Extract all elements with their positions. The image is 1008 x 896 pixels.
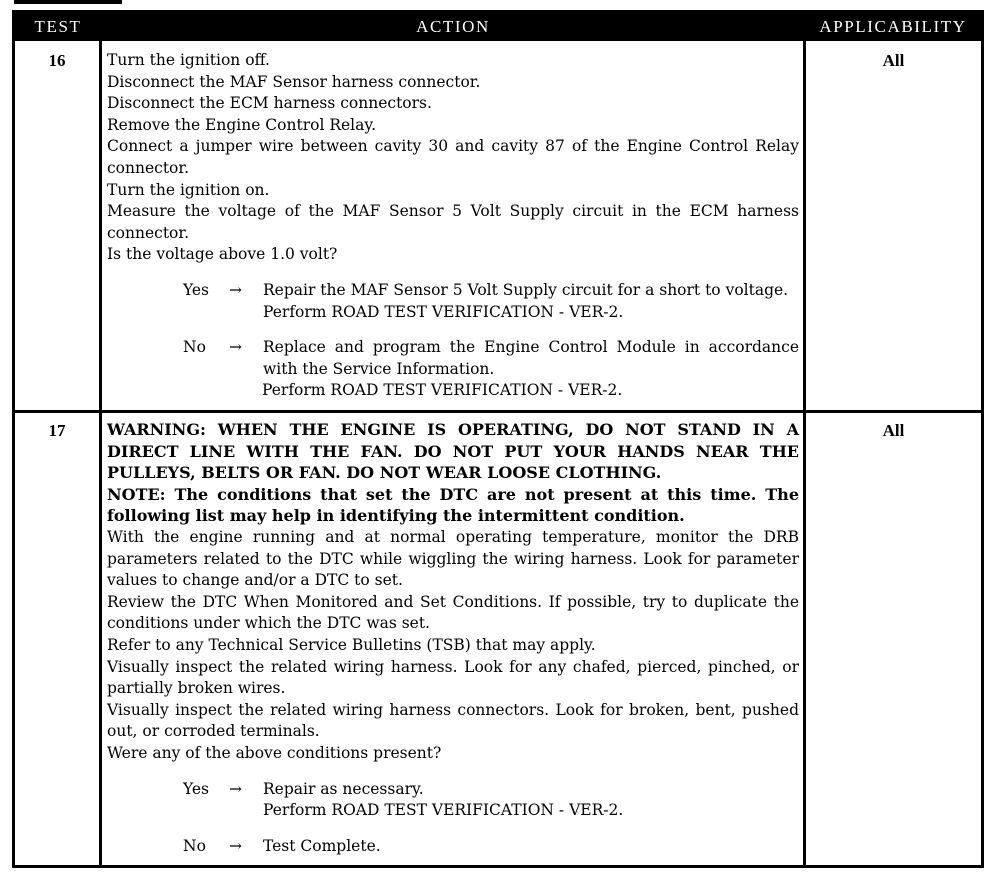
step: Refer to any Technical Service Bulletins (TSB) that may apply. [107, 635, 596, 654]
action-cell-17 [107, 419, 799, 857]
yes-label: Yes [183, 779, 210, 798]
outcome-text: Perform ROAD TEST VERIFICATION - VER-2. [263, 801, 624, 820]
header-test: TEST [34, 17, 82, 36]
header-action: ACTION [416, 17, 490, 36]
no-label: No [183, 338, 206, 357]
outcome-text: Replace and program the Engine Control Module in accordance with the Service Information. [263, 338, 799, 378]
step: Turn the ignition off. [107, 51, 270, 69]
no-outcome [107, 337, 799, 402]
step: Connect a jumper wire between cavity 30 and cavity 87 of the Engine Control Relay connector. [107, 137, 799, 177]
outcome-text: Perform ROAD TEST VERIFICATION - VER-2. [263, 302, 624, 321]
arrow-right-icon: → [229, 338, 242, 357]
step: Remove the Engine Control Relay. [107, 115, 376, 134]
no-label: No [183, 836, 206, 855]
step: Visually inspect the related wiring harness connectors. Look for broken, bent, pushed out, or corroded terminals. [107, 700, 799, 741]
outcome-continuation [107, 800, 799, 822]
step: Visually inspect the related wiring harness. Look for any chafed, pierced, pinched, or partially broken wires. [107, 657, 799, 698]
yes-label: Yes [183, 280, 210, 299]
page-header-rule [14, 0, 122, 4]
arrow-right-icon: → [229, 779, 242, 798]
column-divider [99, 41, 102, 865]
step: Review the DTC When Monitored and Set Conditions. If possible, try to duplicate the conditions under which the DTC was set. [107, 592, 799, 633]
yes-outcome [107, 779, 799, 801]
test-number-16: 16 [48, 51, 66, 70]
test-number-17: 17 [48, 421, 66, 440]
step: Disconnect the MAF Sensor harness connector. [107, 72, 481, 91]
outcome-text: Perform ROAD TEST VERIFICATION - VER-2. [262, 381, 623, 400]
step: Measure the voltage of the MAF Sensor 5 Volt Supply circuit in the ECM harness connector. [107, 202, 799, 242]
step: Is the voltage above 1.0 volt? [107, 245, 338, 264]
warning-text: WARNING: WHEN THE ENGINE IS OPERATING, DO NOT STAND IN A DIRECT LINE WITH THE FAN. DO NOT PUT YOUR HANDS NEAR THE PULLEYS, BELTS OR FAN. DO NOT WEAR LOOSE CLOTHING. [107, 420, 799, 483]
applicability-16: All [882, 51, 905, 70]
applicability-17: All [882, 421, 905, 440]
row-divider [15, 410, 981, 413]
yes-outcome [107, 280, 799, 302]
note-text: NOTE: The conditions that set the DTC are not present at this time. The following list may help in identifying the intermittent condition. [107, 484, 799, 526]
step: Disconnect the ECM harness connectors. [107, 94, 432, 113]
table-header [15, 13, 981, 41]
action-cell-16 [107, 50, 799, 402]
arrow-right-icon: → [229, 280, 242, 299]
column-divider [803, 41, 806, 865]
step: With the engine running and at normal operating temperature, monitor the DRB parameters related to the DTC while wiggling the wiring harness. Look for parameter values to change and/or a DTC to set. [107, 527, 799, 590]
outcome-continuation [107, 302, 799, 324]
arrow-right-icon: → [229, 836, 242, 855]
no-outcome [107, 836, 799, 858]
step: Turn the ignition on. [107, 180, 270, 199]
diagnostic-table [12, 10, 984, 868]
step: Were any of the above conditions present? [107, 743, 442, 762]
header-applicability: APPLICABILITY [819, 17, 967, 36]
outcome-text: Repair as necessary. [263, 779, 424, 798]
outcome-text: Repair the MAF Sensor 5 Volt Supply circuit for a short to voltage. [263, 280, 789, 299]
outcome-text: Test Complete. [263, 836, 381, 855]
